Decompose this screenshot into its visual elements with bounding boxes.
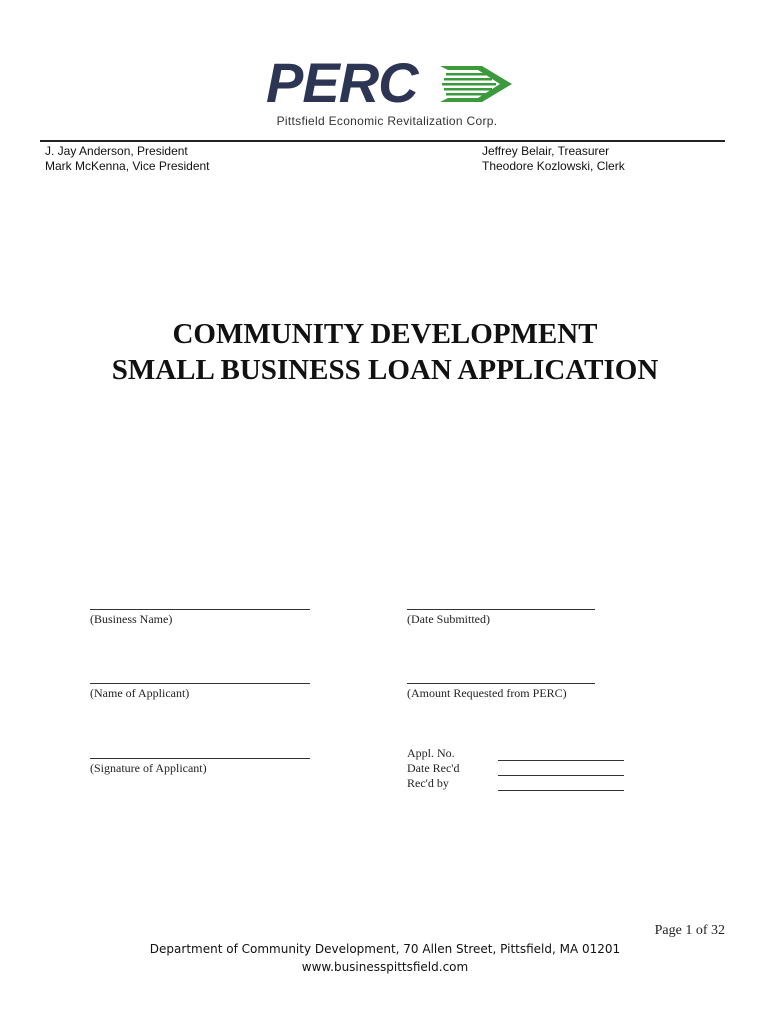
signature-label: (Signature of Applicant): [90, 761, 207, 775]
arrow-icon: [440, 58, 512, 110]
recd-by-label: Rec'd by: [407, 776, 449, 790]
officers-left: [45, 144, 210, 174]
footer-website: www.businesspittsfield.com: [301, 960, 469, 974]
logo-tagline: Pittsfield Economic Revitalization Corp.: [276, 114, 498, 128]
recd-by-line[interactable]: [498, 790, 624, 791]
date-recd-label: Date Rec'd: [407, 761, 460, 775]
business-name-line[interactable]: [90, 609, 310, 610]
date-submitted-label: (Date Submitted): [407, 612, 490, 626]
officer-treasurer: Jeffrey Belair, Treasurer: [482, 144, 610, 158]
officer-president: J. Jay Anderson, President: [45, 144, 188, 158]
applicant-name-label: (Name of Applicant): [90, 686, 190, 700]
date-submitted-line[interactable]: [407, 609, 595, 610]
date-recd-line[interactable]: [498, 775, 624, 776]
officer-vice-president: Mark McKenna, Vice President: [45, 159, 210, 173]
document-title-line1: COMMUNITY DEVELOPMENT: [172, 318, 598, 350]
amount-requested-line[interactable]: [407, 683, 595, 684]
business-name-label: (Business Name): [90, 612, 173, 626]
document-title-line2: SMALL BUSINESS LOAN APPLICATION: [111, 354, 659, 386]
office-use-labels: [407, 746, 459, 791]
applicant-name-line[interactable]: [90, 683, 310, 684]
officers-right: [482, 144, 625, 174]
perc-logo: [262, 51, 512, 115]
appl-no-label: Appl. No.: [407, 746, 455, 760]
officer-clerk: Theodore Kozlowski, Clerk: [482, 159, 625, 173]
amount-requested-label: (Amount Requested from PERC): [407, 686, 567, 700]
footer-address: Department of Community Development, 70 Allen Street, Pittsfield, MA 01201: [149, 942, 621, 956]
signature-line[interactable]: [90, 758, 310, 759]
logo-text: PERC: [266, 51, 418, 114]
appl-no-line[interactable]: [498, 760, 624, 761]
header-divider: [40, 140, 725, 142]
page-number: Page 1 of 32: [654, 923, 725, 938]
